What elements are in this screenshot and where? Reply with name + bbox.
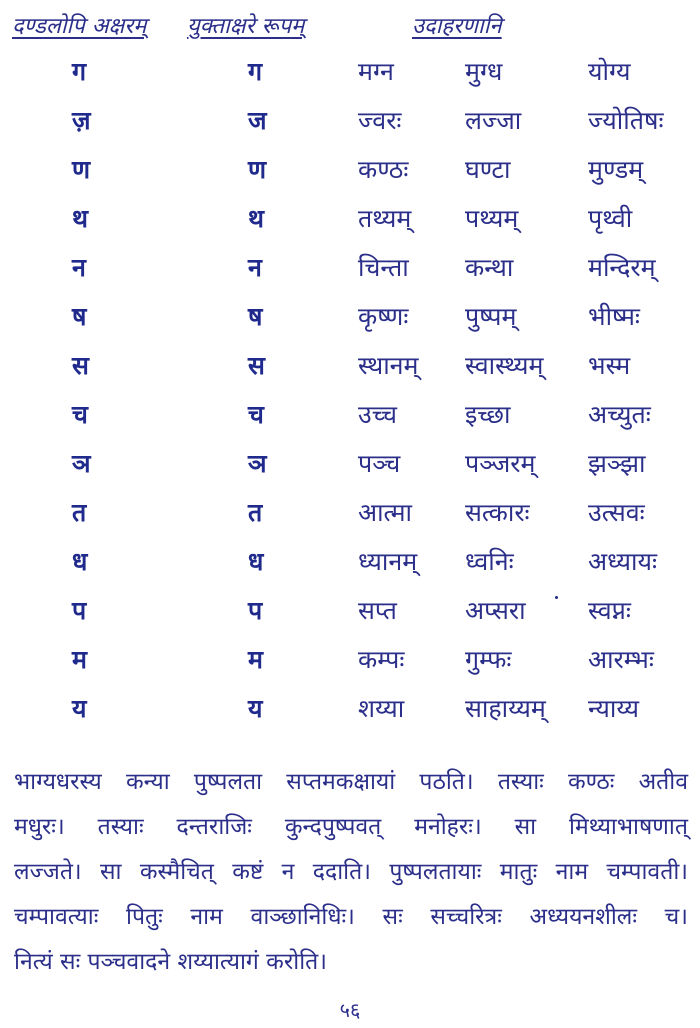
header-full-letter: दण्डलोपि अक्षरम् [12, 14, 147, 39]
full-letter: ध [72, 547, 88, 576]
table-row [0, 542, 700, 591]
example-word: अप्सरा [465, 596, 526, 625]
table-row [0, 248, 700, 297]
example-word: पृथ्वी [588, 204, 633, 233]
table-row [0, 493, 700, 542]
table-row [0, 689, 700, 738]
example-word: आरम्भः [588, 645, 654, 674]
table-row [0, 150, 700, 199]
conjunct-form: ज [248, 106, 267, 135]
example-word: स्वप्नः [588, 596, 631, 625]
full-letter: ण [72, 155, 91, 184]
example-word: पञ्च [358, 449, 401, 478]
conjunct-form: स [248, 351, 265, 380]
conjunct-form: थ [248, 204, 264, 233]
full-letter: ञ [72, 449, 91, 478]
example-word: स्वास्थ्यम् [465, 351, 544, 380]
table-row [0, 591, 700, 640]
full-letter: ज़ [72, 106, 91, 135]
paragraph-line: मधुरः। तस्याः दन्तराजिः कुन्दपुष्पवत् मनोहरः। सा मिथ्याभाषणात् [14, 814, 688, 840]
full-letter: त [72, 498, 87, 527]
table-row [0, 640, 700, 689]
example-word: लज्जा [465, 106, 522, 135]
example-word: पञ्जरम् [465, 449, 536, 478]
example-word: गुम्फः [465, 645, 512, 674]
example-word: झञ्झा [588, 449, 646, 478]
paragraph-line: लज्जते। सा कस्मैचित् कष्टं न ददाति। पुष्पलतायाः मातुः नाम चम्पावती। [14, 859, 688, 885]
example-word: मुग्ध [465, 57, 503, 86]
conjunct-form: ण [248, 155, 267, 184]
conjunct-form: च [248, 400, 264, 429]
example-word: मग्न [358, 57, 394, 86]
example-word: तथ्यम् [358, 204, 412, 233]
example-word: भीष्मः [588, 302, 640, 331]
paragraph-line: नित्यं सः पञ्चवादने शय्यात्यागं करोति। [14, 949, 327, 975]
full-letter: न [72, 253, 86, 282]
conjunct-form: ष [248, 302, 263, 331]
example-word: अच्युतः [588, 400, 651, 429]
conjunct-form: न [248, 253, 262, 282]
conjunct-form: ध [248, 547, 264, 576]
example-word: घण्टा [465, 155, 511, 184]
paragraph [14, 760, 688, 985]
table-row [0, 52, 700, 101]
table-row [0, 297, 700, 346]
full-letter: म [72, 645, 87, 674]
example-word: साहाय्यम् [465, 694, 546, 723]
conjunct-form: म [248, 645, 263, 674]
letter-table [0, 52, 700, 738]
table-row [0, 101, 700, 150]
table-row [0, 346, 700, 395]
example-word: आत्मा [358, 498, 413, 527]
paragraph-line: चम्पावत्याः पितुः नाम वाञ्छानिधिः। सः सच्चरित्रः अध्ययनशीलः च। [14, 904, 688, 930]
example-word: ज्वरः [358, 106, 402, 135]
example-word: भस्म [588, 351, 631, 380]
page-number: ५६ [339, 998, 361, 1022]
example-word: न्याय्य [588, 694, 640, 723]
example-word: कन्था [465, 253, 514, 282]
example-word: अध्यायः [588, 547, 658, 576]
conjunct-form: ग [248, 57, 263, 86]
example-word: उत्सवः [588, 498, 645, 527]
table-header [12, 10, 692, 44]
table-row [0, 199, 700, 248]
example-word: इच्छा [465, 400, 511, 429]
header-conjunct-form: युक्ताक्षरे रूपम् [187, 14, 305, 39]
example-word: कम्पः [358, 645, 405, 674]
example-word: मुण्डम् [588, 155, 644, 184]
header-examples: उदाहरणानि [412, 14, 502, 39]
full-letter: ष [72, 302, 87, 331]
table-row [0, 395, 700, 444]
full-letter: च [72, 400, 88, 429]
example-word: कृष्णः [358, 302, 409, 331]
example-word: ध्यानम् [358, 547, 418, 576]
example-word: पथ्यम् [465, 204, 519, 233]
full-letter: प [72, 596, 87, 625]
example-word: शय्या [358, 694, 405, 723]
full-letter: स [72, 351, 89, 380]
example-word: कण्ठः [358, 155, 409, 184]
example-word: स्थानम् [358, 351, 419, 380]
conjunct-form: प [248, 596, 263, 625]
example-word: उच्च [358, 400, 398, 429]
paragraph-line: भाग्यधरस्य कन्या पुष्पलता सप्तमकक्षायां पठति। तस्याः कण्ठः अतीव [14, 769, 688, 795]
full-letter: थ [72, 204, 88, 233]
table-row [0, 444, 700, 493]
example-word: योग्य [588, 57, 631, 86]
stray-dot [555, 596, 558, 599]
conjunct-form: त [248, 498, 263, 527]
full-letter: य [72, 694, 87, 723]
example-word: ज्योतिषः [588, 106, 664, 135]
conjunct-form: य [248, 694, 263, 723]
conjunct-form: ञ [248, 449, 267, 478]
full-letter: ग [72, 57, 87, 86]
example-word: सत्कारः [465, 498, 530, 527]
example-word: मन्दिरम् [588, 253, 656, 282]
example-word: ध्वनिः [465, 547, 514, 576]
example-word: सप्त [358, 596, 397, 625]
example-word: चिन्ता [358, 253, 409, 282]
example-word: पुष्पम् [465, 302, 517, 331]
